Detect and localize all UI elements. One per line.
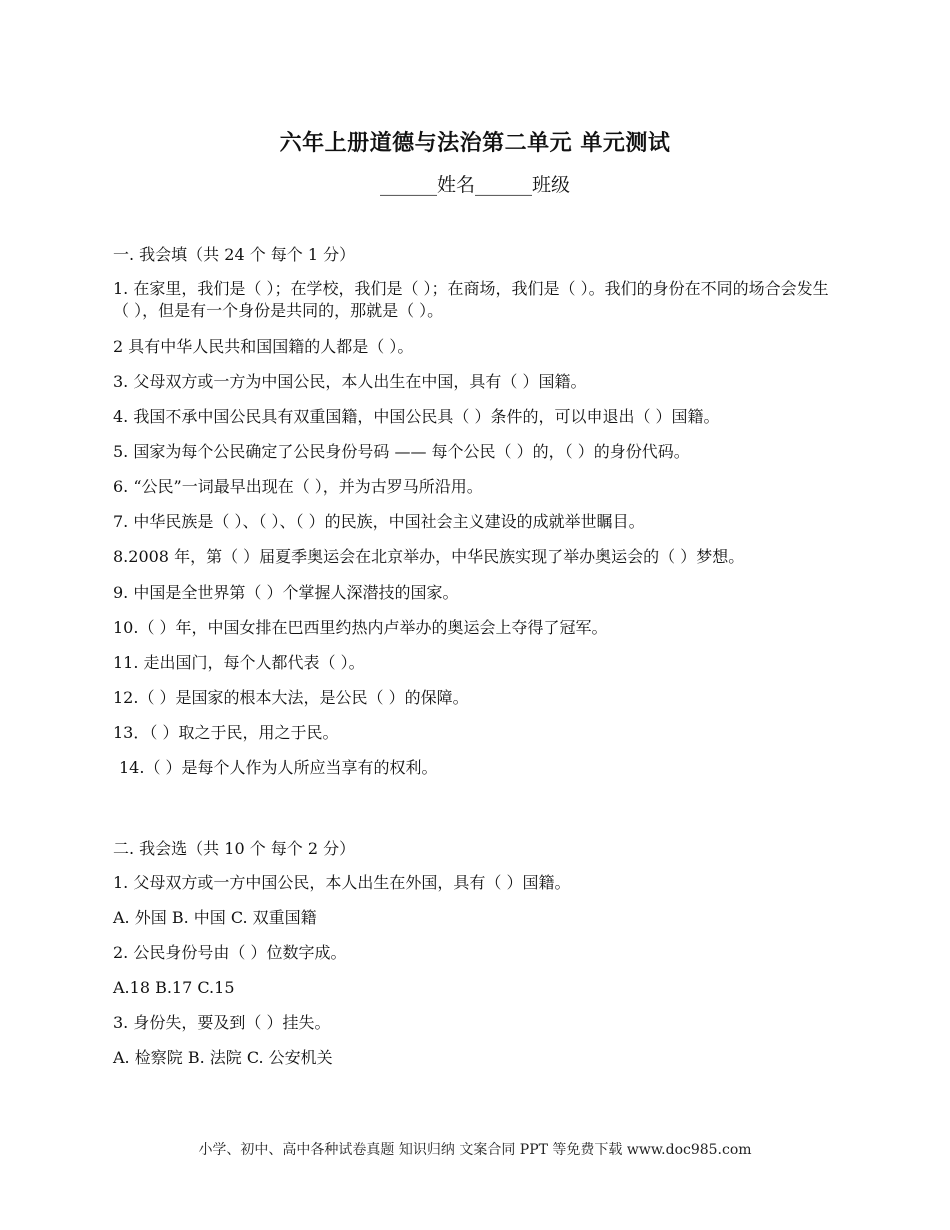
name-class-line: ______姓名______班级 xyxy=(379,174,570,196)
fill-question-2: 2 具有中华人民共和国国籍的人都是（ ）。 xyxy=(113,337,414,356)
fill-question-8: 8.2008 年，第（ ）届夏季奥运会在北京举办，中华民族实现了举办奥运会的（ ）梦想。 xyxy=(113,547,745,566)
fill-question-9: 9. 中国是全世界第（ ）个掌握人深潜技的国家。 xyxy=(113,583,459,602)
section-spacer xyxy=(113,792,838,838)
fill-question-1: 1. 在家里，我们是（ ）；在学校，我们是（ ）；在商场，我们是（ ）。我们的身份在不同的场合会发生（ ），但是有一个身份是共同的，那就是（ ）。 xyxy=(113,279,829,320)
fill-question-14: 14.（ ）是每个人作为人所应当享有的权利。 xyxy=(119,758,438,777)
fill-question-11: 11. 走出国门，每个人都代表（ ）。 xyxy=(113,653,365,672)
section-heading-fill: 一. 我会填（共 24 个 每个 1 分） xyxy=(113,245,356,264)
choice-question-1: 1. 父母双方或一方中国公民，本人出生在外国，具有（ ）国籍。 xyxy=(113,873,571,892)
fill-question-12: 12.（ ）是国家的根本大法，是公民（ ）的保障。 xyxy=(113,688,469,707)
fill-question-10: 10.（ ）年，中国女排在巴西里约热内卢举办的奥运会上夺得了冠军。 xyxy=(113,618,608,637)
choice-question-2: 2. 公民身份号由（ ）位数字成。 xyxy=(113,943,347,962)
fill-question-7: 7. 中华民族是（ ）、（ ）、（ ）的民族，中国社会主义建设的成就举世瞩目。 xyxy=(113,512,645,531)
fill-question-4: 4. 我国不承中国公民具有双重国籍，中国公民具（ ）条件的，可以申退出（ ）国籍。 xyxy=(113,407,720,426)
choice-options-1: A. 外国 B. 中国 C. 双重国籍 xyxy=(113,908,317,927)
page-title: 六年上册道德与法治第二单元 单元测试 xyxy=(279,131,671,156)
fill-question-6: 6. “公民”一词最早出现在（ ），并为古罗马所沿用。 xyxy=(113,477,483,496)
choice-question-3: 3. 身份失，要及到（ ）挂失。 xyxy=(113,1013,331,1032)
footer-note: 小学、初中、高中各种试卷真题 知识归纳 文案合同 PPT 等免费下载 www.doc985.com xyxy=(198,1142,752,1158)
test-content xyxy=(113,244,838,1082)
section-heading-choice: 二. 我会选（共 10 个 每个 2 分） xyxy=(113,839,356,858)
fill-question-3: 3. 父母双方或一方为中国公民，本人出生在中国，具有（ ）国籍。 xyxy=(113,372,587,391)
choice-options-2: A.18 B.17 C.15 xyxy=(113,978,235,997)
fill-question-5: 5. 国家为每个公民确定了公民身份号码 —— 每个公民（ ）的，（ ）的身份代码。 xyxy=(113,442,690,461)
fill-question-13: 13．（ ）取之于民，用之于民。 xyxy=(113,723,339,742)
choice-options-3: A. 检察院 B. 法院 C. 公安机关 xyxy=(113,1048,333,1067)
